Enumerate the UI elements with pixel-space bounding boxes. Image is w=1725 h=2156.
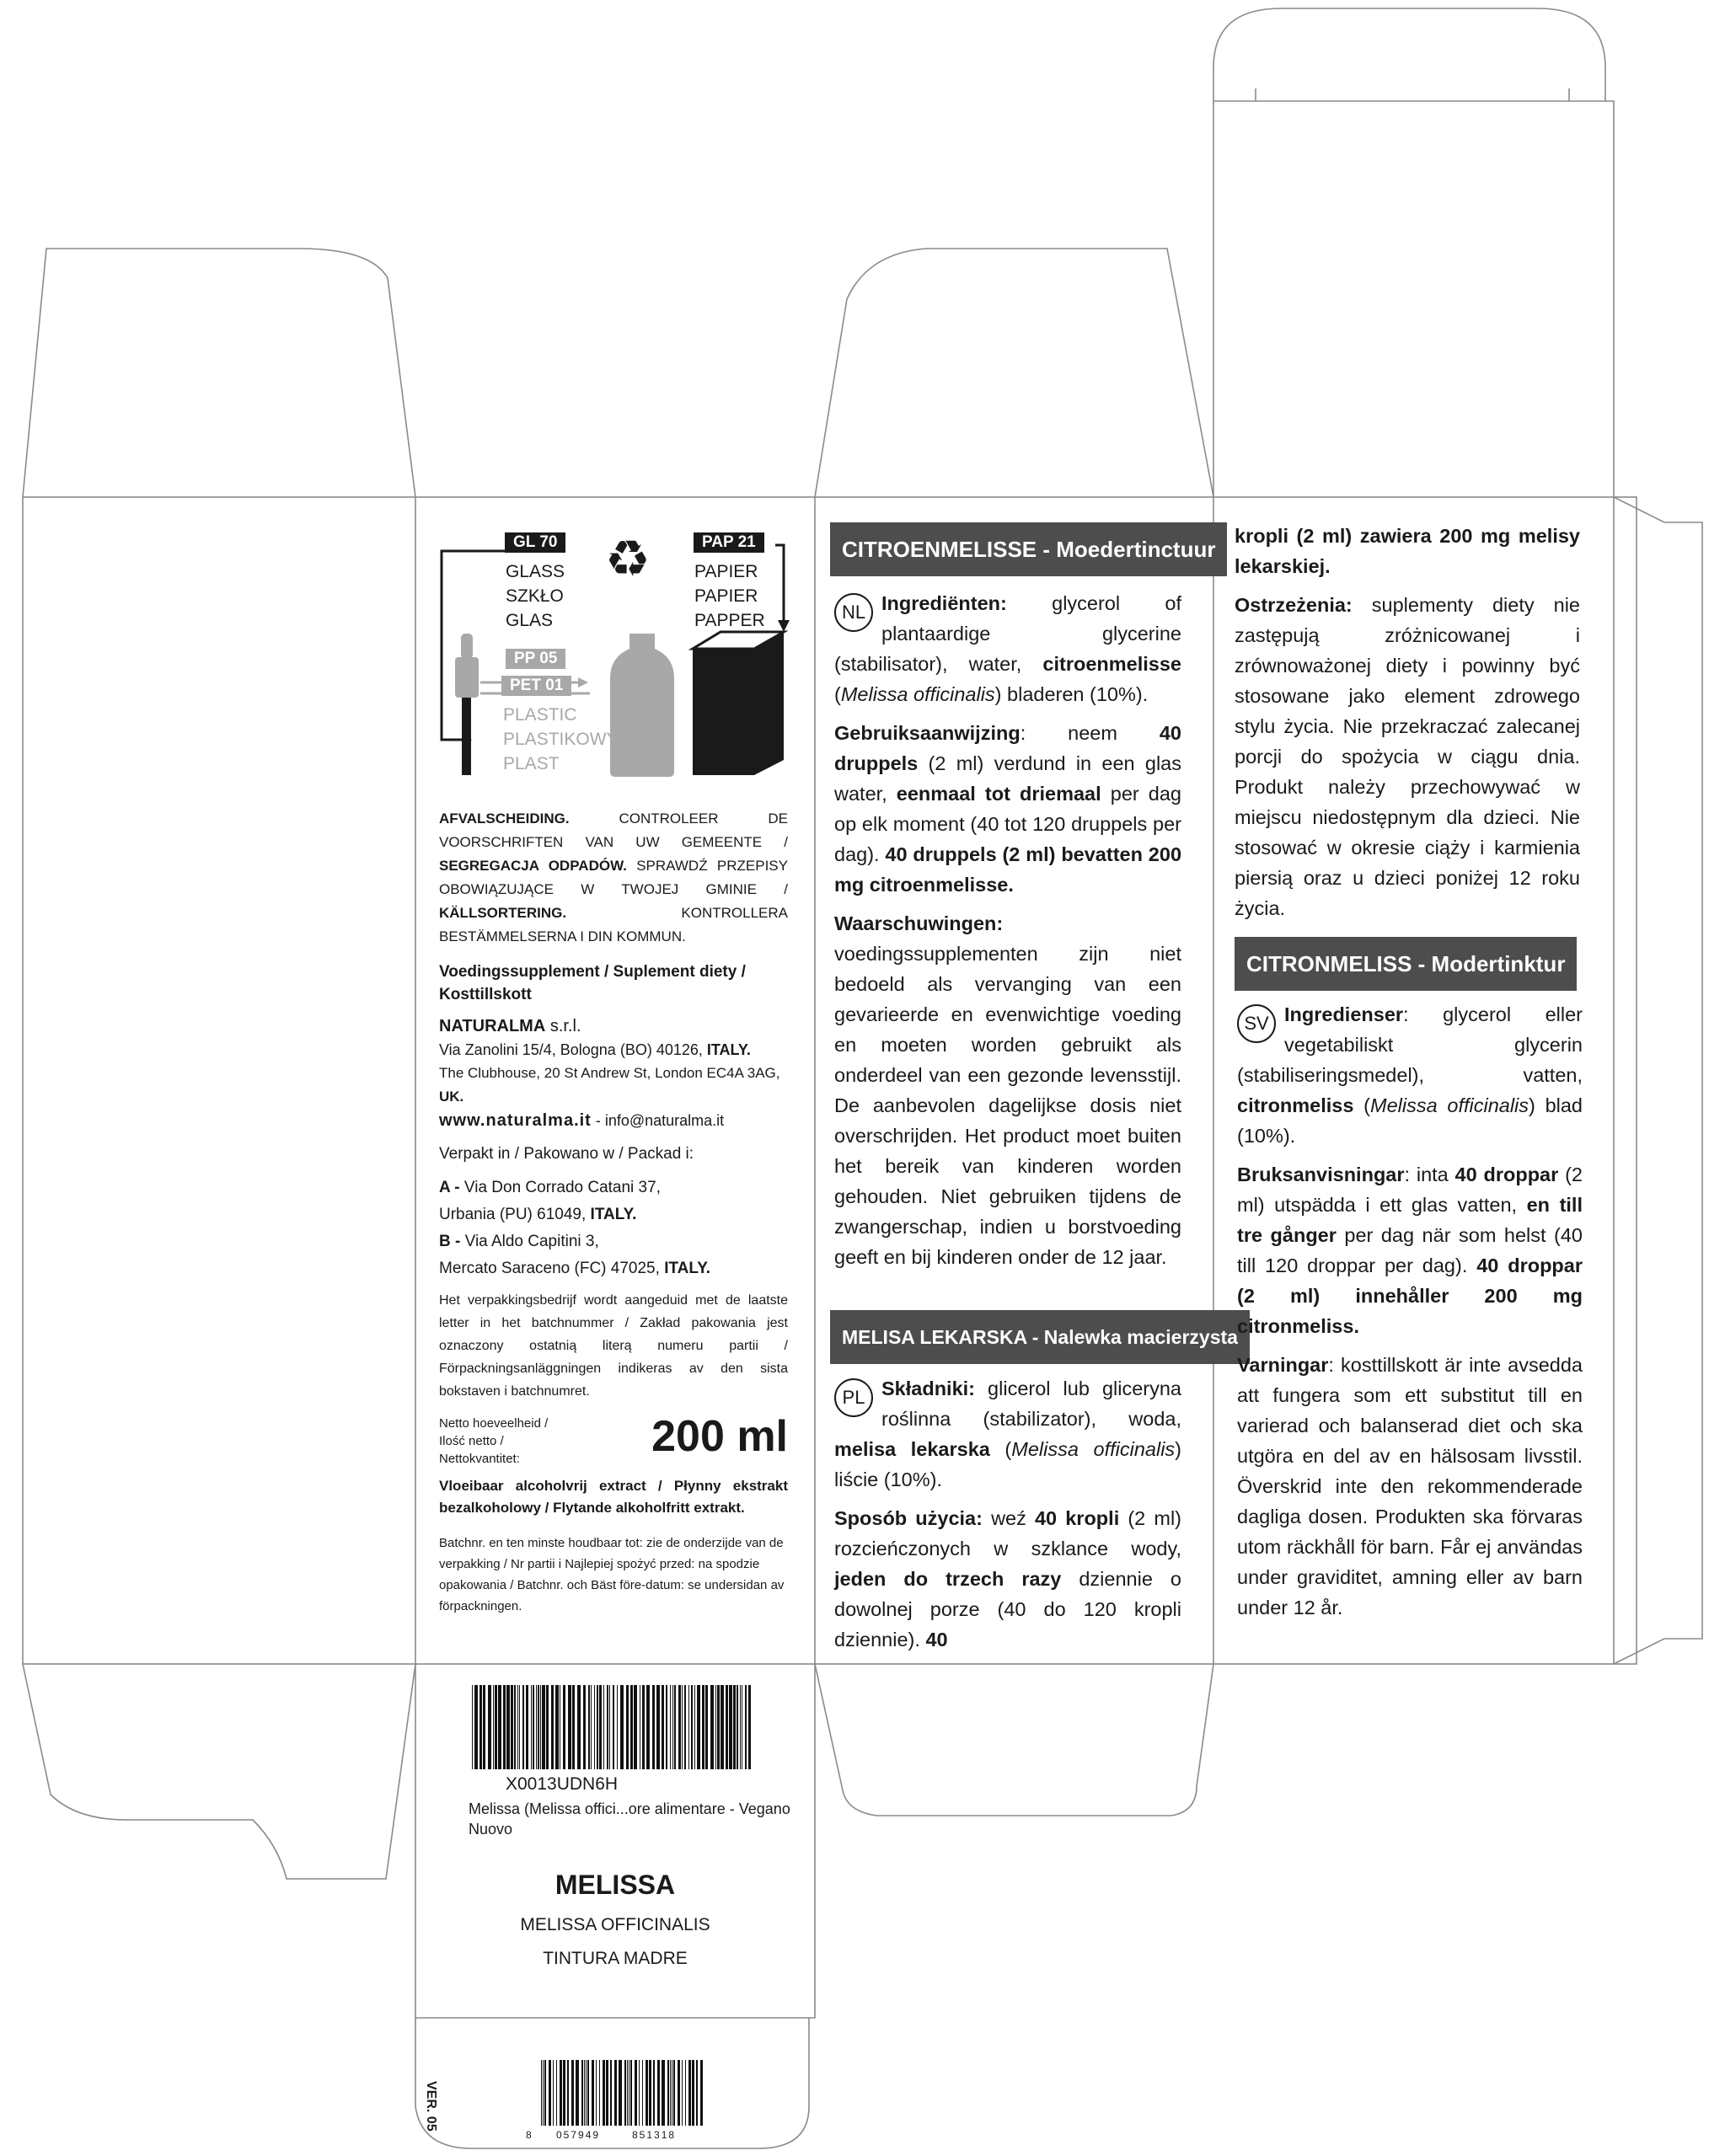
barcode-bar bbox=[627, 2060, 628, 2126]
barcode-bar bbox=[591, 1685, 592, 1769]
barcode-bar bbox=[588, 1685, 590, 1769]
ean-barcode bbox=[539, 2060, 708, 2126]
barcode-bar bbox=[670, 1685, 671, 1769]
version-label: VER. 05 bbox=[424, 2081, 438, 2132]
pl-dose: kropli (2 ml) zawiera 200 mg melisy lekarskiej. bbox=[1235, 525, 1580, 577]
barcode-bar bbox=[603, 1685, 604, 1769]
barcode-bar bbox=[614, 2060, 617, 2126]
barcode-bar bbox=[684, 1685, 686, 1769]
paper-labels: PAPIER PAPIER PAPPER bbox=[694, 562, 765, 630]
barcode-bar bbox=[745, 1685, 747, 1769]
nl-usage: Gebruiksaanwijzing: neem 40 druppels (2 ml) verdund in een glas water, eenmaal tot driemaal per dag op elk moment (40 tot 120 druppels per dag). 40 druppels (2 ml) bevatten 200 mg citroenmelisse. bbox=[834, 722, 1182, 896]
barcode-bar bbox=[635, 2060, 637, 2126]
barcode-bar bbox=[688, 2060, 691, 2126]
barcode-bar bbox=[551, 1685, 554, 1769]
barcode-bar bbox=[697, 1685, 700, 1769]
barcode-bar bbox=[541, 2060, 542, 2126]
barcode-bar bbox=[657, 2060, 660, 2126]
barcode-bar bbox=[519, 1685, 520, 1769]
packer-note: Het verpakkingsbedrijf wordt aangeduid met de laatste letter in het batchnummer / Zakład pakowania jest oznaczony ostatnią literą numeru partii / Förpackningsanläggningen indikeras av den sista bokstaven i batchnumret. bbox=[439, 1293, 788, 1399]
ean-digit-1: 8 bbox=[526, 2129, 532, 2141]
plastic-labels: PLASTIC PLASTIKOWY PLAST bbox=[503, 705, 619, 773]
sv-title: CITRONMELISS - Modertinktur bbox=[1235, 937, 1577, 991]
barcode-bar bbox=[577, 1685, 581, 1769]
barcode-bar bbox=[733, 1685, 736, 1769]
product-type: TINTURA MADRE bbox=[543, 1949, 688, 1968]
pl-warnings: Ostrzeżenia: suplementy diety nie zastępują zróżnicowanej i zrównoważonej diety i powinny być stosowane jako element zdrowego stylu życia. Nie przekraczać zalecanej porcji do spożycia w ciągu dnia. Produkt należy przechowywać w miejscu niedostępnym dla dzieci. Nie stosować w okresie ciąży i karmienia piersią oraz u dzieci poniżej 12 roku życia. bbox=[1235, 594, 1580, 919]
barcode-bar bbox=[682, 2060, 683, 2126]
barcode-bar bbox=[543, 2060, 544, 2126]
barcode-bar bbox=[630, 1685, 633, 1769]
barcode-bar bbox=[634, 1685, 637, 1769]
barcode-bar bbox=[626, 1685, 629, 1769]
barcode-bar bbox=[533, 1685, 534, 1769]
barcode-bar bbox=[656, 1685, 660, 1769]
barcode-bar bbox=[610, 2060, 612, 2126]
barcode-bar bbox=[620, 1685, 624, 1769]
fnsku-description: Melissa (Melissa offici...ore alimentare - Vegano bbox=[469, 1800, 790, 1817]
barcode-bar bbox=[576, 2060, 579, 2126]
recycling-section bbox=[421, 531, 809, 784]
barcode-bar bbox=[691, 1685, 693, 1769]
waste-sorting-text: AFVALSCHEIDING. CONTROLEER DE VOORSCHRIFTEN VAN UW GEMEENTE / SEGREGACJA ODPADÓW. SPRAWDŹ PRZEPISY OBOWIĄZUJĄCE W TWOJEJ GMINIE / KÄLLSORTERING. KONTROLLERA BESTÄMMELSERNA I DIN KOMMUN. bbox=[439, 811, 788, 944]
barcode-bar bbox=[488, 1685, 491, 1769]
barcode-bar bbox=[560, 2060, 562, 2126]
barcode-bar bbox=[692, 2060, 694, 2126]
nl-section bbox=[834, 588, 1181, 1281]
packed-in: Verpakt in / Pakowano w / Packad i: bbox=[439, 1145, 694, 1163]
barcode-bar bbox=[653, 2060, 655, 2126]
sv-ingredients: SV Ingredienser: glycerol eller vegetabiliskt glycerin (stabiliseringsmedel), vatten, citronmeliss (Melissa officinalis) blad (10%). bbox=[1237, 1003, 1583, 1147]
barcode-bar bbox=[517, 1685, 518, 1769]
barcode-bar bbox=[705, 1685, 708, 1769]
barcode-bar bbox=[609, 1685, 610, 1769]
glass-code: GL 70 bbox=[505, 532, 565, 553]
barcode-bar bbox=[710, 1685, 714, 1769]
barcode-bar bbox=[613, 1685, 614, 1769]
barcode-bar bbox=[607, 1685, 608, 1769]
barcode-bar bbox=[472, 1685, 473, 1769]
barcode-bar bbox=[729, 1685, 732, 1769]
barcode-bar bbox=[542, 1685, 545, 1769]
pl-section bbox=[834, 1373, 1181, 1663]
barcode-bar bbox=[630, 2060, 632, 2126]
barcode-bar bbox=[721, 1685, 724, 1769]
barcode-bar bbox=[642, 2060, 643, 2126]
barcode-bar bbox=[531, 1685, 532, 1769]
barcode-bar bbox=[540, 1685, 541, 1769]
barcode-bar bbox=[702, 1685, 704, 1769]
barcode-bar bbox=[526, 1685, 528, 1769]
barcode-bar bbox=[646, 1685, 650, 1769]
barcode-bar bbox=[737, 1685, 738, 1769]
barcode-bar bbox=[536, 1685, 537, 1769]
barcode-bar bbox=[546, 1685, 549, 1769]
barcode-bar bbox=[563, 1685, 565, 1769]
recycle-icon: ♻ bbox=[605, 531, 651, 587]
barcode-bar bbox=[596, 2060, 597, 2126]
barcode-bar bbox=[603, 2060, 605, 2126]
ean-digits-2: 057949 bbox=[556, 2129, 601, 2141]
fnsku-barcode bbox=[470, 1685, 757, 1773]
barcode-bar bbox=[642, 1685, 645, 1769]
address-italy: Via Zanolini 15/4, Bologna (BO) 40126, ITALY. bbox=[439, 1041, 751, 1058]
barcode-bar bbox=[652, 1685, 655, 1769]
barcode-bar bbox=[493, 1685, 494, 1769]
pl-title: MELISA LEKARSKA - Nalewka macierzysta bbox=[830, 1310, 1250, 1364]
barcode-bar bbox=[646, 2060, 648, 2126]
barcode-bar bbox=[567, 2060, 569, 2126]
barcode-bar bbox=[599, 1685, 602, 1769]
barcode-bar bbox=[549, 2060, 551, 2126]
pp-code: PP 05 bbox=[506, 649, 565, 669]
barcode-bar bbox=[571, 2060, 574, 2126]
paper-code: PAP 21 bbox=[694, 532, 764, 553]
barcode-bar bbox=[619, 2060, 622, 2126]
barcode-bar bbox=[726, 1685, 728, 1769]
sv-usage: Bruksanvisningar: inta 40 droppar (2 ml) utspädda i ett glas vatten, en till tre gånger per dag när som helst (40 till 120 droppar per dag). 40 droppar (2 ml) innehåller 200 mg citronmeliss. bbox=[1237, 1164, 1583, 1337]
fnsku-condition: Nuovo bbox=[469, 1821, 513, 1838]
barcode-bar bbox=[506, 1685, 510, 1769]
barcode-bar bbox=[581, 2060, 583, 2126]
barcode-bar bbox=[662, 2060, 665, 2126]
product-identity bbox=[415, 1866, 815, 1976]
barcode-bar bbox=[678, 1685, 681, 1769]
barcode-bar bbox=[514, 1685, 516, 1769]
barcode-bar bbox=[740, 1685, 741, 1769]
barcode-bar bbox=[666, 1685, 667, 1769]
barcode-bar bbox=[563, 2060, 565, 2126]
latin-name: MELISSA OFFICINALIS bbox=[520, 1915, 710, 1934]
pl-badge: PL bbox=[834, 1378, 873, 1417]
nl-badge: NL bbox=[834, 593, 873, 632]
barcode-bar bbox=[555, 1685, 559, 1769]
barcode-bar bbox=[553, 2060, 554, 2126]
barcode-bar bbox=[583, 1685, 586, 1769]
barcode-bar bbox=[672, 1685, 673, 1769]
pet-code: PET 01 bbox=[501, 676, 571, 696]
barcode-bar bbox=[748, 1685, 751, 1769]
barcode-bar bbox=[511, 1685, 513, 1769]
net-value: 200 ml bbox=[651, 1412, 788, 1461]
barcode-bar bbox=[682, 1685, 683, 1769]
barcode-bar bbox=[503, 1685, 506, 1769]
barcode-bar bbox=[678, 2060, 680, 2126]
ean-digits-3: 851318 bbox=[632, 2129, 677, 2141]
barcode-bar bbox=[674, 1685, 676, 1769]
glass-labels: GLASS SZKŁO GLAS bbox=[506, 562, 565, 630]
barcode-bar bbox=[584, 2060, 585, 2126]
sv-warnings: Varningar: kosttillskott är inte avsedda att fungera som ett substitut till en varierad och balanserad diet och ska utgöra en del av en hälsosam livsstil. Överskrid inte den rekommenderade dagliga dosen. Produkten ska förvaras utom räckhåll för barn. Får ej användas under graviditet, amning eller av barn under 12 år. bbox=[1237, 1354, 1583, 1618]
barcode-bar bbox=[483, 1685, 485, 1769]
supplement-type: Voedingssupplement / Suplement diety / Kosttillskott bbox=[439, 963, 746, 1003]
pl-ingredients: PL Składniki: glicerol lub gliceryna roślinna (stabilizator), woda, melisa lekarska (Melissa officinalis) liście (10%). bbox=[834, 1378, 1181, 1490]
barcode-bar bbox=[597, 1685, 598, 1769]
packing-sites: A - Via Don Corrado Catani 37, Urbania (PU) 61049, ITALY. B - Via Aldo Capitini 3, Mercato Saraceno (FC) 47025, ITALY. bbox=[439, 1179, 711, 1277]
product-name: MELISSA bbox=[554, 1870, 676, 1900]
barcode-bar bbox=[544, 2060, 546, 2126]
barcode-bar bbox=[715, 1685, 716, 1769]
barcode-bar bbox=[688, 1685, 689, 1769]
address-uk: The Clubhouse, 20 St Andrew St, London EC4A 3AG, UK. bbox=[439, 1065, 780, 1105]
contact-line: www.naturalma.it - info@naturalma.it bbox=[439, 1111, 725, 1130]
company-block bbox=[439, 1014, 788, 1132]
sv-badge: SV bbox=[1237, 1004, 1276, 1043]
barcode-bar bbox=[572, 1685, 575, 1769]
barcode-bar bbox=[495, 1685, 497, 1769]
barcode-bar bbox=[498, 1685, 501, 1769]
fnsku-code: X0013UDN6H bbox=[506, 1774, 619, 1794]
barcode-bar bbox=[694, 1685, 695, 1769]
barcode-bar bbox=[587, 2060, 589, 2126]
info-block bbox=[439, 807, 788, 1617]
barcode-bar bbox=[662, 1685, 664, 1769]
barcode-bar bbox=[624, 2060, 626, 2126]
barcode-bar bbox=[667, 2060, 669, 2126]
barcode-bar bbox=[649, 2060, 651, 2126]
barcode-bar bbox=[599, 2060, 600, 2126]
barcode-bar bbox=[617, 1685, 618, 1769]
barcode-bar bbox=[479, 1685, 482, 1769]
barcode-bar bbox=[670, 2060, 671, 2126]
barcode-bar bbox=[556, 2060, 557, 2126]
barcode-bar bbox=[592, 2060, 594, 2126]
batch-note: Batchnr. en ten minste houdbaar tot: zie de onderzijde van de verpakking / Nr partii i Najlepiej spożyć przed: na spodzie opakowania / Batchnr. och Bäst före-datum: se undersidan av förpackningen. bbox=[439, 1536, 785, 1613]
pl-usage: Sposób użycia: weź 40 kropli (2 ml) rozcieńczonych w szklance wody, jeden do trzech razy dziennie o dowolnej porze (40 do 120 kropli dziennie). 40 bbox=[834, 1507, 1181, 1650]
barcode-bar bbox=[522, 1685, 524, 1769]
barcode-bar bbox=[606, 2060, 608, 2126]
pl-continued bbox=[1235, 521, 1580, 932]
barcode-bar bbox=[700, 2060, 703, 2126]
nl-title: CITROENMELISSE - Moedertinctuur bbox=[830, 522, 1227, 576]
barcode-bar bbox=[685, 2060, 686, 2126]
nl-warnings: Waarschuwingen: voedingssupplementen zijn niet bedoeld als vervanging van een gevarieerde en evenwichtige voeding en moeten worden gebruikt als onderdeel van een gezonde levensstijl. De aanbevolen dagelijkse dosis niet overschrijden. Het product moet buiten het bereik van kinderen worden gehouden. Niet gebruiken tijdens de zwangerschap, indien u borstvoeding geeft en bij kinderen onder de 12 jaar. bbox=[834, 912, 1181, 1268]
barcode-bar bbox=[474, 1685, 478, 1769]
net-label: Netto hoeveelheid / Ilość netto / Nettokvantitet: bbox=[439, 1416, 549, 1466]
barcode-bar bbox=[717, 1685, 720, 1769]
barcode-bar bbox=[568, 1685, 571, 1769]
nl-ingredients: NL Ingrediënten: glycerol of plantaardige glycerine (stabilisator), water, citroenmelisse (Melissa officinalis) bladeren (10%). bbox=[834, 592, 1181, 705]
barcode-bar bbox=[594, 1685, 595, 1769]
net-quantity bbox=[439, 1411, 788, 1470]
company-name: NATURALMA s.r.l. bbox=[439, 1017, 581, 1035]
barcode-bar bbox=[538, 1685, 539, 1769]
barcode-bar bbox=[696, 2060, 698, 2126]
barcode-bar bbox=[639, 2060, 640, 2126]
barcode-bar bbox=[673, 2060, 675, 2126]
sv-section bbox=[1237, 999, 1583, 1631]
barcode-bar bbox=[586, 2060, 587, 2126]
extract-type: Vloeibaar alcoholvrij extract / Płynny ekstrakt bezalkoholowy / Flytande alkoholfritt extrakt. bbox=[439, 1478, 788, 1516]
